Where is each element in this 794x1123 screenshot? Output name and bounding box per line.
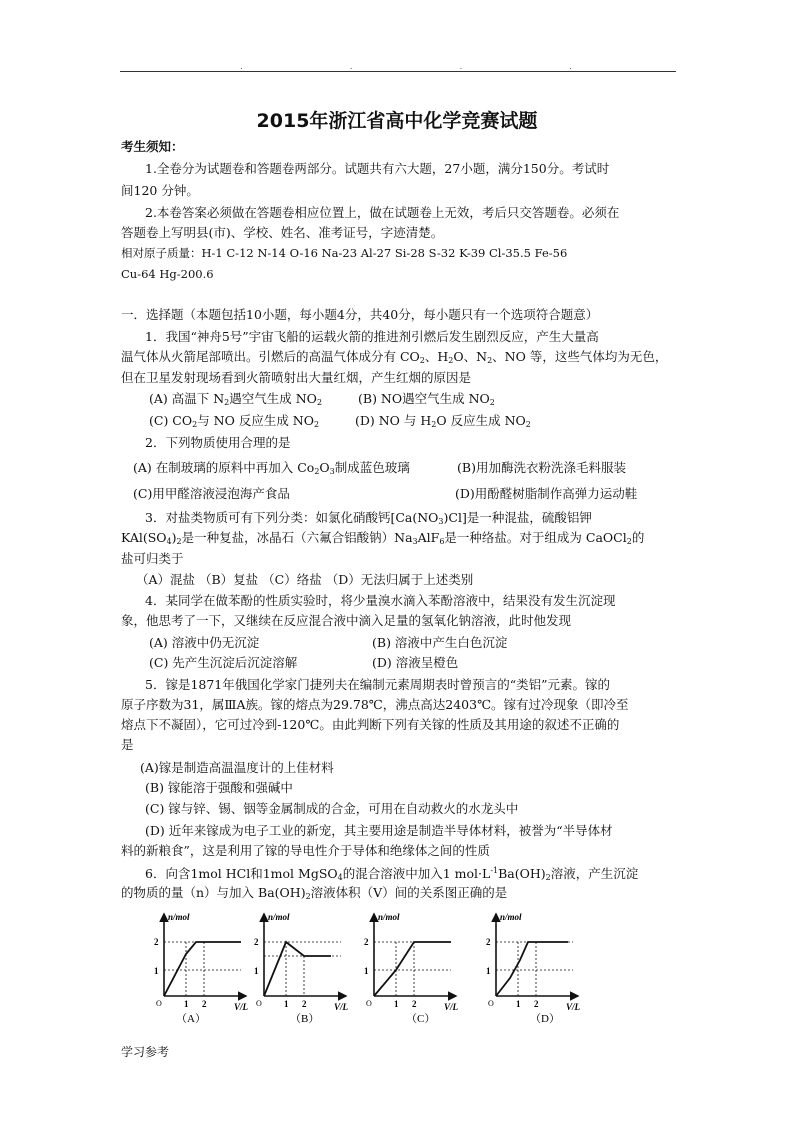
q5-line2: 原子序数为31，属ⅢA族。镓的熔点为29.78℃，沸点高达2403℃。镓有过冷现象（即冷至: [121, 697, 629, 712]
tick-y-1: 1: [154, 966, 159, 976]
graph-c: [356, 908, 466, 1026]
y-axis-label: n/mol: [500, 912, 522, 922]
q5-line3: 熔点下不凝固），它可过冷到-120℃。由此判断下列有关镓的性质及其用途的叙述不正确的: [121, 717, 620, 732]
section-heading: 一．选择题（本题包括10小题，每小题4分，共40分，每小题只有一个选项符合题意）: [121, 307, 599, 322]
graph-a-label: （A）: [176, 1013, 206, 1025]
q2-option-d: (D)用酚醛树脂制作高弹力运动鞋: [455, 486, 638, 501]
q3-line1: 3．对盐类物质可有下列分类：如氯化硝酸钙$[Ca(NO_3)Cl]$是一种混盐，硫酸铝钾: [145, 510, 592, 526]
q2-option-b: (B)用加酶洗衣粉洗涤毛料服装: [457, 460, 626, 475]
q1-line3: 但在卫星发射现场看到火箭喷射出大量红烟，产生红烟的原因是: [121, 370, 472, 385]
q6-line2: 的物质的量（n）与加入 $Ba(OH)_2$溶液体积（V）间的关系图正确的是: [121, 885, 508, 901]
origin-label: O: [366, 999, 372, 1008]
q3-line2: $KAl(SO_4)_2$是一种复盐，冰晶石（六氟合铝酸钠）$Na_3AlF_6$是一种络盐。对于组成为 CaOCl$_2$的: [121, 530, 645, 546]
q5-option-d-line1: (D) 近年来镓成为电子工业的新宠，其主要用途是制造半导体材料，被誉为“半导体材: [145, 823, 613, 838]
notice-p2a: 2.本卷答案必须做在答题卷相应位置上，做在试题卷上无效，考后只交答题卷。必须在: [145, 205, 620, 220]
graph-a: [146, 908, 256, 1026]
q1-line1: 1．我国“神舟5号”宇宙飞船的运载火箭的推进剂引燃后发生剧烈反应，产生大量高: [145, 329, 599, 344]
graph-d-label: （D）: [530, 1013, 560, 1025]
tick-x-2: 2: [534, 999, 539, 1009]
tick-y-2: 2: [254, 937, 259, 947]
tick-x-1: 1: [284, 999, 289, 1009]
graph-c-label: （C）: [406, 1013, 436, 1025]
notice-heading: 考生须知：: [121, 139, 184, 154]
q5-option-c: (C) 镓与锌、锡、铟等金属制成的合金，可用在自动救火的水龙头中: [145, 801, 519, 816]
q4-option-b: (B) 溶液中产生白色沉淀: [372, 635, 508, 650]
header-rule: [120, 71, 676, 72]
curve-b: [264, 942, 331, 996]
tick-y-1: 1: [486, 966, 491, 976]
curve-a: [164, 942, 241, 996]
tick-x-2: 2: [412, 999, 417, 1009]
q5-option-b: (B) 镓能溶于强酸和强碱中: [145, 780, 293, 795]
q4-line2: 象，他思考了一下，又继续在反应混合液中滴入足量的氢氧化钠溶液，此时他发现: [121, 613, 572, 628]
q4-line1: 4．某同学在做苯酚的性质实验时，将少量溴水滴入苯酚溶液中，结果没有发生沉淀现: [145, 593, 616, 608]
q3-line3: 盐可归类于: [121, 551, 184, 566]
q2-option-c: (C)用甲醛溶液浸泡海产食品: [133, 486, 290, 501]
q1-option-c: (C) $CO_2$与 NO 反应生成 $NO_2$: [149, 413, 320, 429]
q5-option-a: (A)镓是制造高温温度计的上佳材料: [140, 760, 334, 775]
atomic-masses-a: 相对原子质量：H-1 C-12 N-14 O-16 Na-23 Al-27 Si-28 S-32 K-39 Cl-35.5 Fe-56: [121, 246, 568, 260]
tick-x-2: 2: [202, 999, 207, 1009]
origin-label: O: [156, 999, 162, 1008]
notice-p2b: 答题卷上写明县(市)、学校、姓名、准考证号，字迹清楚。: [121, 225, 444, 240]
q2-stem: 2．下列物质使用合理的是: [145, 435, 291, 450]
q4-option-d: (D) 溶液呈橙色: [372, 655, 459, 670]
x-axis-label: V/L: [334, 1002, 349, 1012]
header-dots: . . . .: [240, 62, 625, 72]
page-title: 2015年浙江省高中化学竞赛试题: [256, 110, 538, 132]
x-axis-label: V/L: [234, 1002, 249, 1012]
q4-option-c: (C) 先产生沉淀后沉淀溶解: [149, 655, 298, 670]
footer-text: 学习参考: [121, 1045, 170, 1059]
q1-option-a: (A) 高温下 $N_2$遇空气生成 $NO_2$: [149, 391, 323, 407]
tick-y-1: 1: [254, 966, 259, 976]
curve-d: [496, 942, 568, 996]
origin-label: O: [256, 999, 262, 1008]
y-axis-label: n/mol: [168, 912, 190, 922]
y-axis-label: n/mol: [268, 912, 290, 922]
q6-line1: 6．向含1mol HCl和1mol MgSO$_4$的混合溶液中加入1 $mol\cdot L^{-1}Ba(OH)_2$溶液，产生沉淀: [145, 866, 639, 882]
origin-label: O: [488, 999, 494, 1008]
q3-options: （A）混盐 （B）复盐 （C）络盐 （D）无法归属于上述类别: [136, 572, 474, 587]
q4-option-a: (A) 溶液中仍无沉淀: [149, 635, 260, 650]
curve-c: [374, 942, 451, 996]
tick-y-1: 1: [364, 966, 369, 976]
x-axis-label: V/L: [444, 1002, 459, 1012]
y-axis-label: n/mol: [378, 912, 400, 922]
q5-line1: 5．镓是1871年俄国化学家门捷列夫在编制元素周期表时曾预言的“类铝”元素。镓的: [145, 677, 611, 692]
q5-option-d-line2: 料的新粮食”，这是利用了镓的导电性介于导体和绝缘体之间的性质: [121, 843, 490, 858]
atomic-masses-b: Cu-64 Hg-200.6: [121, 267, 214, 281]
graph-b-label: （B）: [290, 1013, 320, 1025]
q2-option-a: (A) 在制玻璃的原料中再加入 $Co_2O_3$制成蓝色玻璃: [133, 460, 410, 476]
tick-y-2: 2: [364, 937, 369, 947]
tick-x-1: 1: [184, 999, 189, 1009]
q5-line4: 是: [121, 737, 134, 752]
tick-x-2: 2: [302, 999, 307, 1009]
tick-y-2: 2: [486, 937, 491, 947]
q1-line2: 温气体从火箭尾部喷出。引燃后的高温气体成分有 $CO_2$、$H_2O$、$N_2$、NO 等，这些气体均为无色，: [121, 349, 668, 365]
graph-b: [246, 908, 356, 1026]
notice-p1b: 间120 分钟。: [121, 183, 199, 198]
q1-option-b: (B) NO遇空气生成 $NO_2$: [358, 391, 495, 407]
q1-option-d: (D) NO 与 $H_2O$ 反应生成 $NO_2$: [355, 413, 531, 429]
tick-x-1: 1: [516, 999, 521, 1009]
graph-d: [478, 908, 588, 1026]
notice-p1a: 1.全卷分为试题卷和答题卷两部分。试题共有六大题，27小题，满分150分。考试时: [145, 161, 610, 176]
tick-y-2: 2: [154, 937, 159, 947]
x-axis-label: V/L: [566, 1002, 581, 1012]
tick-x-1: 1: [394, 999, 399, 1009]
